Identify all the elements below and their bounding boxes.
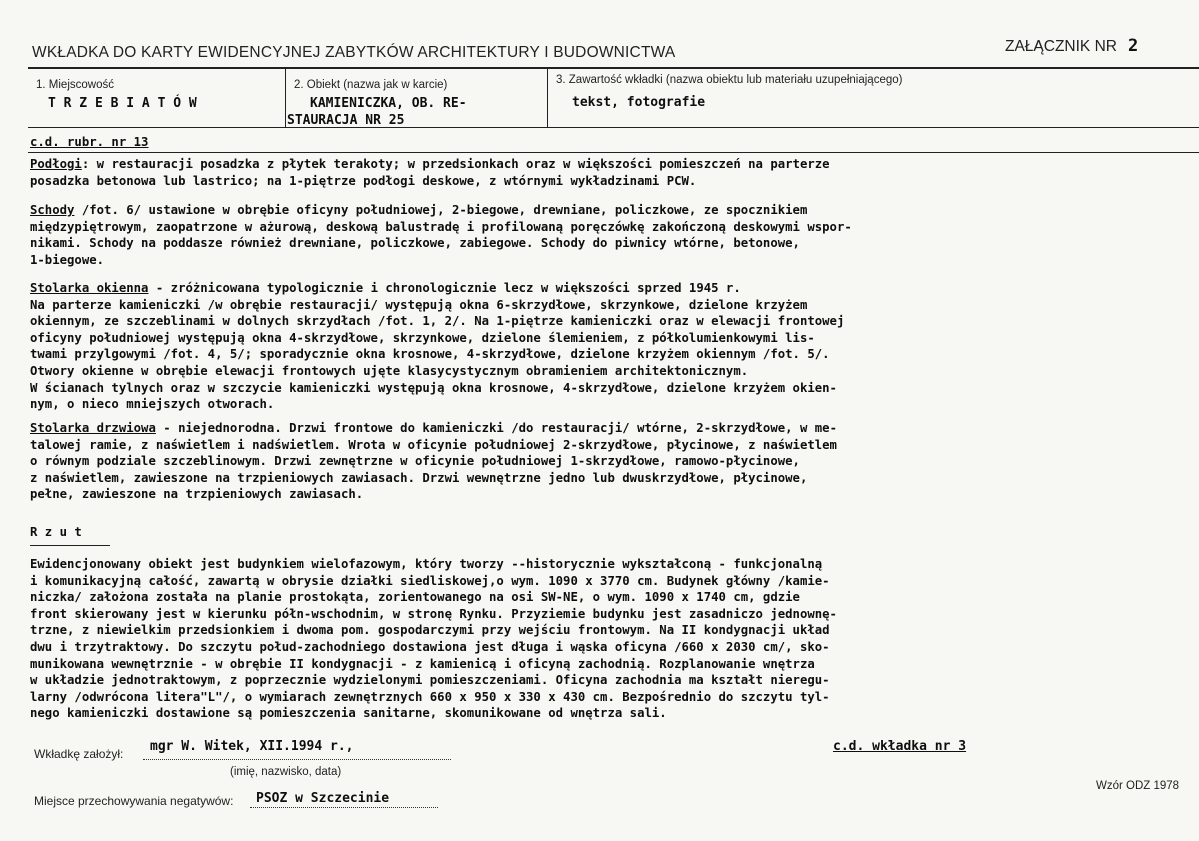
place-label: 1. Miejscowość bbox=[36, 79, 114, 91]
doors-paragraph: Stolarka drzwiowa - niejednorodna. Drzwi frontowe do kamieniczki /do restauracji/ wtórne, 2-skrzydłowe, w me- talowej ramie, z naświetlem i nadświetlem. Wrota w oficynie południowej 2-skrzydłowe, płycinowe, z naświetlem o równym podziale szczeblinowym. Drzwi zewnętrzne w oficynie południowej 1-skrzydłowe, ramowo-płycinowe, z naświetlem, zawieszone na trzpieniowych zawiasach. Drzwi wewnętrzne jedno lub dwuskrzydłowe, płycinowe, pełne, zawieszone na trzpieniowych zawiasach. bbox=[30, 421, 837, 502]
storage-value: PSOZ w Szczecinie bbox=[256, 791, 390, 806]
storage-label: Miejsce przechowywania negatywów: bbox=[34, 794, 234, 808]
storage-dotline bbox=[250, 807, 438, 808]
form-code: Wzór ODZ 1978 bbox=[1096, 780, 1180, 792]
place-value: T R Z E B I A T Ó W bbox=[48, 96, 197, 111]
field-divider-1 bbox=[285, 68, 286, 128]
author-dotline bbox=[143, 759, 451, 760]
content-value: tekst, fotografie bbox=[572, 95, 706, 110]
field-box-bottom-rule bbox=[28, 127, 1199, 128]
stairs-paragraph: Schody /fot. 6/ ustawione w obrębie oficyny południowej, 2-biegowe, drewniane, policzkowe, ze spocznikiem międzypiętrowym, zaopatrzone w ażurową, deskową balustradę i profilowaną poręczówkę zakończoną deskowymi wspor- nikami. Schody na poddasze również drewniane, policzkowe, zabiegowe. Schody do piwnicy wtórne, betonowe, 1-biegowe. bbox=[30, 203, 852, 267]
floors-paragraph: Podłogi: w restauracji posadzka z płytek terakoty; w przedsionkach oraz w większości pomieszczeń na parterze posadzka betonowa lub lastrico; na 1-piętrze podłogi deskowe, z wtórnymi wykładzinami PCW. bbox=[30, 157, 830, 188]
continuation-heading: c.d. rubr. nr 13 bbox=[30, 135, 149, 149]
author-value: mgr W. Witek, XII.1994 r., bbox=[150, 739, 354, 754]
body-rule bbox=[28, 152, 1199, 153]
object-value-line2: STAURACJA NR 25 bbox=[287, 113, 405, 128]
form-title: WKŁADKA DO KARTY EWIDENCYJNEJ ZABYTKÓW ARCHITEKTURY I BUDOWNICTWA bbox=[32, 44, 676, 61]
stairs-heading: Schody bbox=[30, 203, 75, 217]
author-label: Wkładkę założył: bbox=[34, 747, 124, 761]
continuation-note: c.d. wkładka nr 3 bbox=[833, 739, 967, 754]
object-value-line1: KAMIENICZKA, OB. RE- bbox=[310, 96, 467, 111]
top-rule bbox=[28, 67, 1199, 69]
plan-heading: R z u t bbox=[30, 525, 82, 539]
object-label: 2. Obiekt (nazwa jak w karcie) bbox=[294, 79, 448, 91]
windows-heading: Stolarka okienna bbox=[30, 281, 149, 295]
author-caption: (imię, nazwisko, data) bbox=[230, 766, 342, 778]
content-label: 3. Zawartość wkładki (nazwa obiektu lub materiału uzupełniającego) bbox=[556, 74, 903, 86]
plan-heading-underline bbox=[30, 545, 110, 546]
doors-heading: Stolarka drzwiowa bbox=[30, 421, 156, 435]
windows-paragraph: Stolarka okienna - zróżnicowana typologicznie i chronologicznie lecz w większości sprzed 1945 r. Na parterze kamieniczki /w obrębie restauracji/ występują okna 6-skrzydłowe, skrzynkowe, dzielone krzyżem okiennym, ze szczeblinami w dolnych skrzydłach /fot. 1, 2/. Na 1-piętrze kamieniczki oraz w elewacji frontowej oficyny południowej występują okna 4-skrzydłowe, skrzynkowe, dzielone ślemieniem, z półkolumienkowymi lis- twami przylgowymi /fot. 4, 5/; sporadycznie okna krosnowe, 4-skrzydłowe, dzielone krzyżem okiennym /fot. 5/. Otwory okienne w obrębie elewacji frontowych ujęte klasycystycznym obramieniem architektonicznym. W ścianach tylnych oraz w szczycie kamieniczki występują okna krosnowe, 4-skrzydłowe, dzielone krzyżem okien- nym, o nieco mniejszych otworach. bbox=[30, 281, 845, 412]
attachment-label: ZAŁĄCZNIK NR bbox=[1005, 38, 1117, 55]
field-divider-2 bbox=[547, 68, 548, 128]
attachment-number: 2 bbox=[1128, 36, 1139, 56]
floors-heading: Podłogi bbox=[30, 157, 82, 171]
plan-paragraph: Ewidencjonowany obiekt jest budynkiem wielofazowym, który tworzy --historycznie wykształconą - funkcjonalną i komunikacyjną całość, zawartą w obrysie działki siedliskowej,o wym. 1090 x 3770 cm. Budynek główny /kamie- niczka/ założona została na planie prostokąta, zorientowanego na osi SW-NE, o wym. 1090 x 1740 cm, gdzie front skierowany jest w kierunku półn-wschodnim, w stronę Rynku. Przyziemie budynku jest zasadniczo jednownę- trzne, z niewielkim przedsionkiem i dwoma pom. gospodarczymi przy wejściu frontowym. Na II kondygnacji układ dwu i trzytraktowy. Do szczytu połud-zachodniego dostawiona jest długa i wąska oficyna /660 x 2030 cm/, sko- munikowana wewnętrznie - w obrębie II kondygnacji - z kamienicą i oficyną zachodnią. Rozplanowanie wnętrza w układzie jednotraktowym, z poprzecznie wydzielonymi pomieszczeniami. Oficyna zachodnia ma kształt nieregu- larny /odwrócona litera"L"/, o wymiarach zewnętrznych 660 x 950 x 330 x 430 cm. Bezpośrednio do szczytu tyl- nego kamieniczki dostawione są pomieszczenia sanitarne, skomunikowane od wnętrza sali. bbox=[30, 557, 837, 721]
